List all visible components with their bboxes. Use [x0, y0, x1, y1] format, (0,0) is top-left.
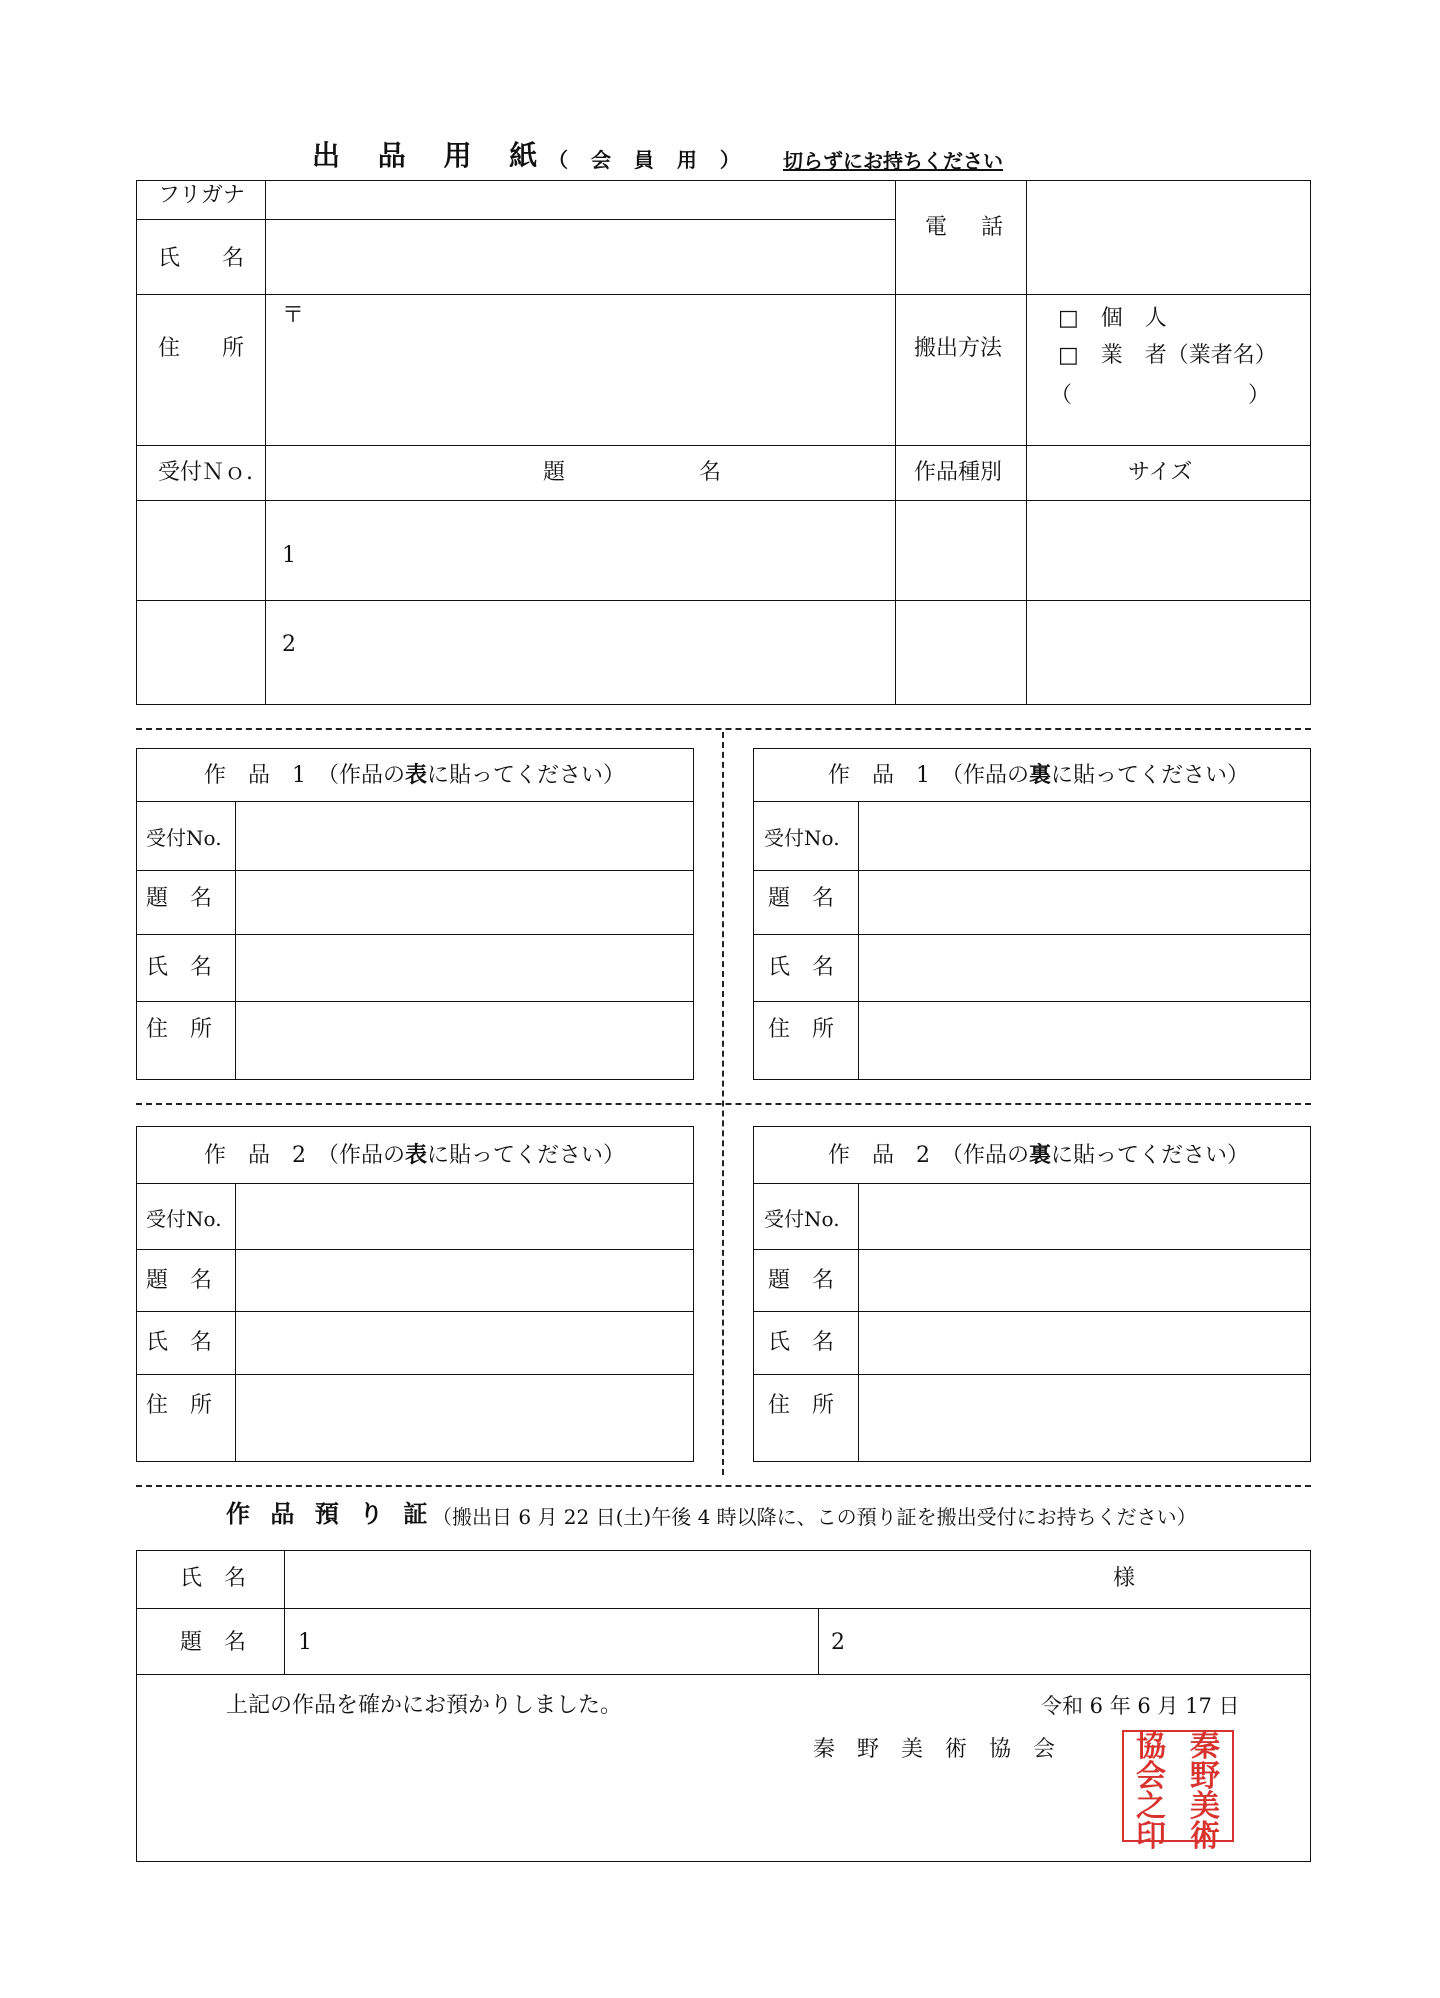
divider	[235, 801, 236, 1080]
divider	[136, 1311, 694, 1312]
card-heading-prefix: 作 品 2 （作品の	[204, 1143, 405, 1168]
divider	[136, 870, 694, 871]
title-field[interactable]	[237, 872, 692, 933]
address-field[interactable]	[237, 1003, 692, 1078]
divider	[753, 870, 1311, 871]
divider	[753, 934, 1311, 935]
keep-note: 切らずにお持ちください	[783, 149, 1003, 173]
divider	[136, 1674, 1311, 1675]
address-field[interactable]	[860, 1376, 1309, 1460]
title-field[interactable]	[237, 1251, 692, 1310]
header-size: サイズ	[1128, 460, 1193, 485]
card-heading-suffix: に貼ってください）	[427, 763, 626, 788]
receipt-title-2-field[interactable]	[851, 1610, 1309, 1672]
divider	[136, 1183, 694, 1184]
name-label: 氏 名	[146, 955, 213, 980]
reception-no-field[interactable]	[237, 803, 692, 869]
card-heading	[828, 1142, 1249, 1169]
delivery-individual-checkbox[interactable]: □ 個 人	[1058, 306, 1167, 331]
name-field[interactable]	[267, 221, 893, 293]
association-seal	[1122, 1729, 1234, 1854]
title-field[interactable]	[860, 872, 1309, 933]
receipt-title-1-field[interactable]	[318, 1610, 814, 1672]
divider	[136, 1249, 694, 1250]
name-field[interactable]	[860, 936, 1309, 1000]
card-heading-emphasis: 表	[405, 762, 428, 788]
divider	[136, 1001, 694, 1002]
card-heading-prefix: 作 品 1 （作品の	[204, 763, 405, 788]
receipt-heading: 作 品 預 り 証	[226, 1500, 434, 1528]
divider	[1026, 180, 1027, 705]
divider	[858, 801, 859, 1080]
divider	[753, 1183, 1311, 1184]
honorific: 様	[1113, 1566, 1136, 1591]
receipt-title-1: 1	[298, 1630, 312, 1655]
receipt-title-2: 2	[831, 1630, 845, 1655]
form-subtitle: （ 会 員 用 ）	[548, 148, 748, 172]
receipt-note: （搬出日 6 月 22 日(土)午後 4 時以降に、この預り証を搬出受付にお持ちください）	[432, 1505, 1197, 1529]
reception-no-field[interactable]	[237, 1185, 692, 1248]
work1-title-field[interactable]	[300, 502, 893, 598]
furigana-field[interactable]	[267, 181, 893, 218]
divider	[753, 1001, 1311, 1002]
row-number-2: 2	[282, 632, 296, 657]
seal-char: 会	[1136, 1759, 1166, 1794]
vendor-name-field[interactable]	[1080, 381, 1250, 411]
divider	[136, 219, 895, 220]
title-label: 題 名	[768, 886, 835, 911]
delivery-vendor-checkbox[interactable]: □ 業 者（業者名）	[1058, 343, 1277, 368]
card-heading-suffix: に貼ってください）	[427, 1143, 626, 1168]
card-heading-suffix: に貼ってください）	[1051, 763, 1250, 788]
name-label: 氏 名	[146, 1330, 213, 1355]
card-heading-emphasis: 表	[405, 1142, 428, 1168]
seal-char: 野	[1190, 1759, 1220, 1794]
card-heading	[828, 762, 1249, 789]
divider	[858, 1183, 859, 1462]
title-field[interactable]	[860, 1251, 1309, 1310]
row-number-1: 1	[282, 543, 296, 568]
name-label: 氏 名	[768, 1330, 835, 1355]
address-field[interactable]	[267, 296, 893, 444]
work2-title-field[interactable]	[300, 602, 893, 703]
divider	[753, 1249, 1311, 1250]
seal-char: 之	[1136, 1789, 1166, 1824]
address-label: 住 所	[768, 1017, 835, 1042]
card-heading	[204, 1142, 625, 1169]
header-title: 題 名	[543, 460, 726, 485]
reception-no-label: 受付No.	[146, 826, 222, 850]
vendor-paren-close: ）	[1248, 383, 1271, 408]
divider	[136, 801, 694, 802]
divider	[235, 1183, 236, 1462]
divider	[136, 294, 1311, 295]
divider	[136, 445, 1311, 446]
address-field[interactable]	[860, 1003, 1309, 1078]
card-heading-prefix: 作 品 1 （作品の	[828, 763, 1029, 788]
header-reception-no: 受付Ｎｏ.	[158, 460, 253, 485]
card-heading	[204, 762, 625, 789]
name-field[interactable]	[237, 936, 692, 1000]
seal-char: 美	[1190, 1789, 1220, 1824]
phone-label: 電 話	[925, 215, 1010, 240]
card-heading-suffix: に貼ってください）	[1051, 1143, 1250, 1168]
card-heading-emphasis: 裏	[1029, 762, 1052, 788]
seal-char: 秦	[1190, 1729, 1220, 1764]
seal-char: 術	[1190, 1819, 1220, 1854]
issuer-name: 秦 野 美 術 協 会	[813, 1737, 1056, 1762]
divider	[818, 1608, 819, 1674]
name-label: 氏 名	[768, 955, 835, 980]
reception-no-label: 受付No.	[764, 826, 840, 850]
divider	[136, 500, 1311, 501]
address-field[interactable]	[237, 1376, 692, 1460]
seal-char: 協	[1136, 1729, 1166, 1764]
divider	[136, 1374, 694, 1375]
divider	[753, 1374, 1311, 1375]
card-heading-emphasis: 裏	[1029, 1142, 1052, 1168]
reception-no-field[interactable]	[860, 1185, 1309, 1248]
title-label: 題 名	[146, 1268, 213, 1293]
postal-mark: 〒	[282, 303, 305, 328]
divider	[265, 180, 266, 705]
divider	[753, 801, 1311, 802]
divider	[753, 1311, 1311, 1312]
phone-field[interactable]	[1028, 181, 1310, 293]
reception-no-label: 受付No.	[146, 1207, 222, 1231]
name-field[interactable]	[237, 1313, 692, 1373]
reception-no-label: 受付No.	[764, 1207, 840, 1231]
receipt-name-label: 氏 名	[180, 1566, 247, 1591]
receipt-name-field[interactable]	[286, 1552, 1096, 1607]
cut-line-1	[136, 728, 1311, 730]
address-label: 住 所	[146, 1393, 213, 1418]
reception-no-field[interactable]	[860, 803, 1309, 869]
address-label: 住 所	[146, 1017, 213, 1042]
vendor-paren-open: （	[1050, 383, 1073, 408]
furigana-label: フリガナ	[158, 183, 245, 208]
receipt-statement: 上記の作品を確かにお預かりしました。	[226, 1693, 623, 1718]
address-label: 住 所	[768, 1393, 835, 1418]
divider	[136, 934, 694, 935]
divider	[895, 180, 896, 705]
divider	[284, 1550, 285, 1674]
cut-line-3	[136, 1485, 1311, 1487]
title-label: 題 名	[768, 1268, 835, 1293]
name-label: 氏 名	[158, 246, 255, 271]
name-field[interactable]	[860, 1313, 1309, 1373]
receipt-title-label: 題 名	[180, 1630, 247, 1655]
header-work-type: 作品種別	[914, 460, 1003, 485]
receipt-date: 令和 6 年 6 月 17 日	[1041, 1694, 1240, 1718]
card-heading-prefix: 作 品 2 （作品の	[828, 1143, 1029, 1168]
seal-char: 印	[1136, 1819, 1166, 1854]
delivery-label: 搬出方法	[914, 336, 1003, 361]
cut-line-2	[136, 1103, 1311, 1105]
address-label: 住 所	[158, 336, 255, 361]
divider	[136, 1608, 1311, 1609]
title-label: 題 名	[146, 886, 213, 911]
form-title: 出 品 用 紙	[312, 139, 552, 172]
divider	[136, 600, 1311, 601]
